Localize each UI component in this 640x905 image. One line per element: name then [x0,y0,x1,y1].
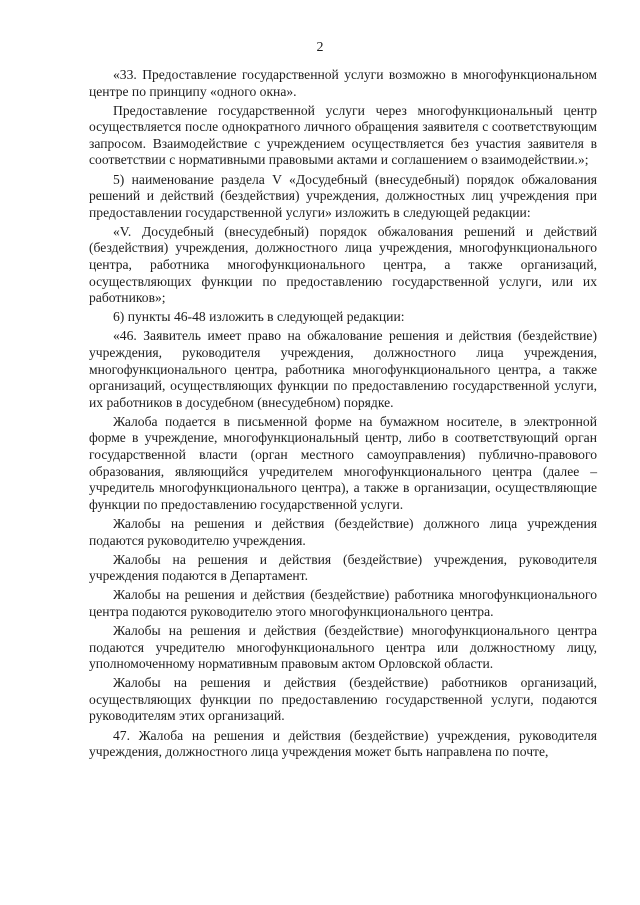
paragraph-complaint-form: Жалоба подается в письменной форме на бумажном носителе, в электронной форме в учреждение, многофункциональный центр, либо в соответствующий орган государственной власти (орган местного самоуправления) публично-правового образования, являющийся учредителем многофункционального центра (далее – учредитель многофункционального центра), а также в организации, осуществляющие функции по предоставлению государственной услуги. [89,413,597,512]
paragraph-item-46: «46. Заявитель имеет право на обжалование решения и действия (бездействие) учреждения, руководителя учреждения, должностного лица учреждения, многофункционального центра, работника многофункционального центра, а также организаций, осуществляющих функции по предоставлению государственной услуги, их работников в досудебном (внесудебном) порядке. [89,328,597,410]
paragraph-complaint-mfc: Жалобы на решения и действия (бездействие) многофункционального центра подаются учредителю многофункционального центра или должностному лицу, уполномоченному нормативным правовым актом Орловской области. [89,623,597,672]
page-number: 2 [316,40,324,55]
paragraph-amendment-5: 5) наименование раздела V «Досудебный (внесудебный) порядок обжалования решений и действий (бездействия) учреждения, должностных лиц учреждения при предоставлении государственной услуги» изложить в следующей редакции: [89,171,597,220]
paragraph-amendment-6: 6) пункты 46-48 изложить в следующей редакции: [113,309,405,325]
paragraph-item-33: «33. Предоставление государственной услуги возможно в многофункциональном центре по принципу «одного окна». [89,67,597,99]
paragraph-section-v-title: «V. Досудебный (внесудебный) порядок обжалования решений и действий (бездействия) учреждения, должностного лица учреждения, многофункционального центра, работника многофункционального центра, а также организаций, осуществляющих функции по предоставлению государственной услуги, или их работников»; [89,223,597,306]
paragraph-item-33-continued: Предоставление государственной услуги через многофункциональный центр осуществляется после однократного личного обращения заявителя с соответствующим запросом. Взаимодействие с учреждением осуществляется без участия заявителя в соответствии с нормативными правовыми актами и соглашением о взаимодействии.»; [89,102,597,168]
paragraph-item-47: 47. Жалоба на решения и действия (бездействие) учреждения, руководителя учреждения, должностного лица учреждения может быть направлена по почте, [89,727,597,760]
document-body [89,67,597,763]
paragraph-complaint-official: Жалобы на решения и действия (бездействие) должного лица учреждения подаются руководителю учреждения. [89,515,597,548]
paragraph-complaint-organizations: Жалобы на решения и действия (бездействие) работников организаций, осуществляющих функции по предоставлению государственной услуги, подаются руководителям этих организаций. [89,675,597,724]
paragraph-complaint-institution: Жалобы на решения и действия (бездействие) учреждения, руководителя учреждения подаются в Департамент. [89,551,597,584]
paragraph-complaint-mfc-worker: Жалобы на решения и действия (бездействие) работника многофункционального центра подаются руководителю этого многофункционального центра. [89,587,597,619]
